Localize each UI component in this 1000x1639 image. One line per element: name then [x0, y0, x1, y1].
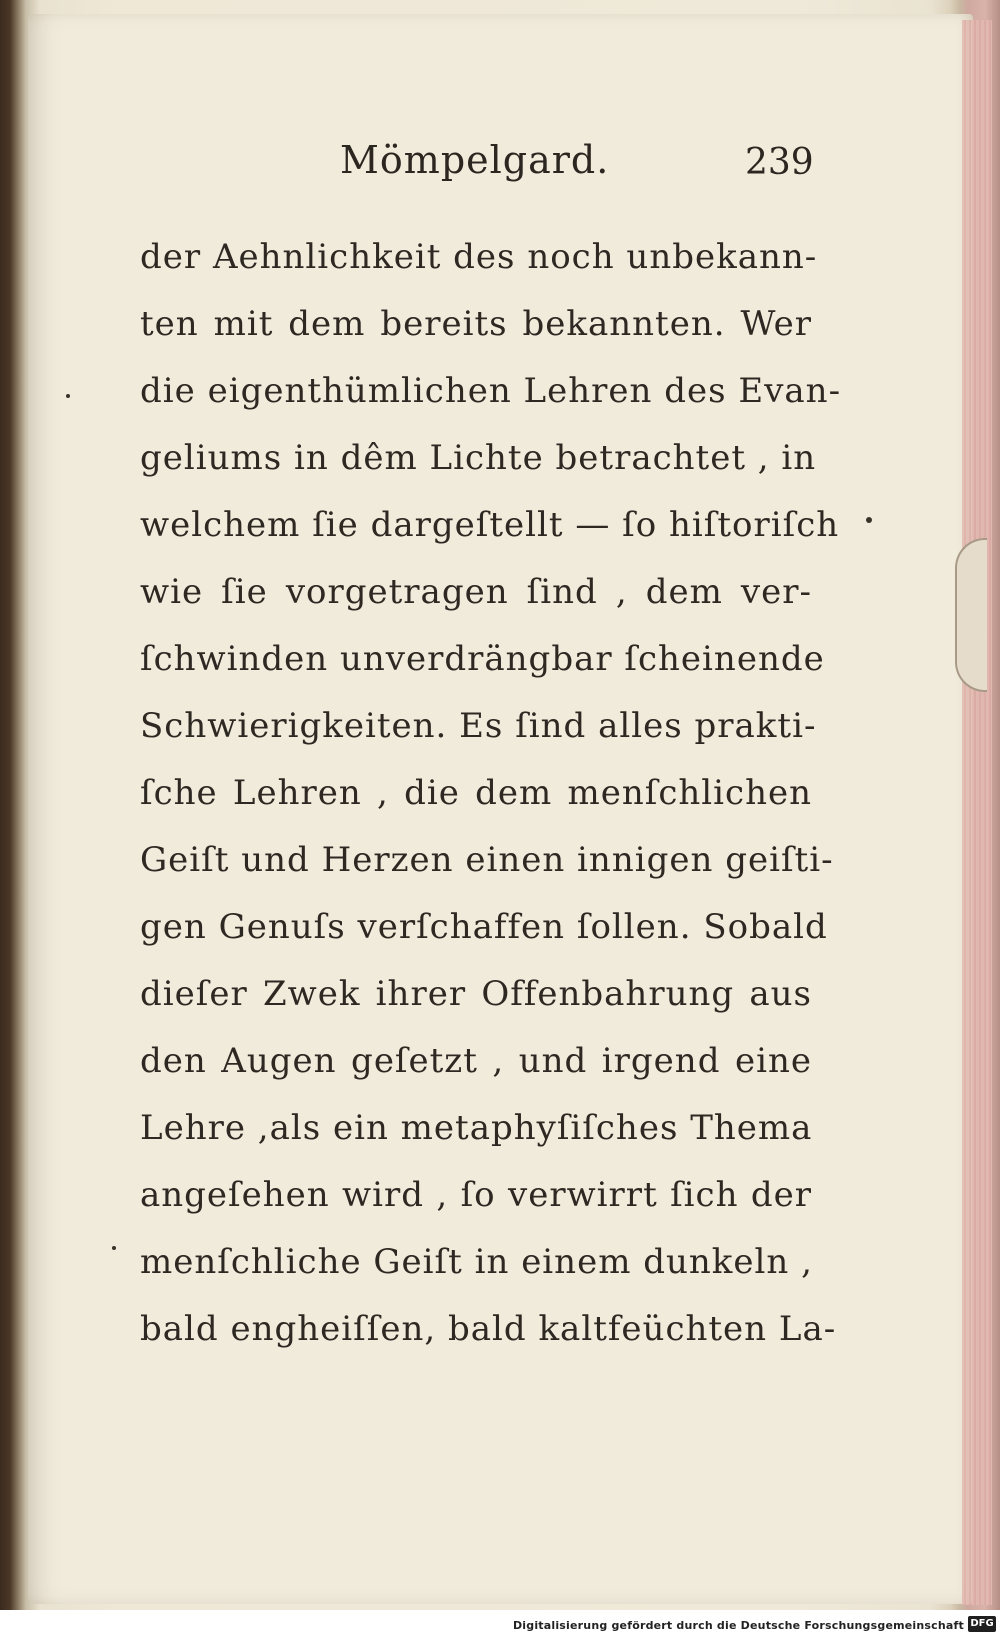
- text-line: ſchwinden unverdrängbar ſcheinende: [140, 639, 825, 679]
- text-line: Schwierigkeiten. Es ſind alles prakti-: [140, 706, 817, 746]
- text-line: menſchliche Geiſt in einem dunkeln ,: [140, 1242, 813, 1282]
- digitization-footer: [0, 1610, 1000, 1639]
- ink-speck: [66, 394, 70, 398]
- page-edges: [962, 20, 992, 1605]
- text-line: geliums in dêm Lichte betrachtet , in: [140, 438, 817, 478]
- thumb-tab-notch: [955, 538, 987, 692]
- page-body-text: [140, 224, 842, 1363]
- text-line: dieſer Zwek ihrer Offenbahrung aus: [140, 974, 812, 1014]
- ink-speck: [866, 517, 872, 523]
- running-head: Mömpelgard.: [340, 138, 610, 182]
- funding-credit: Digitalisierung gefördert durch die Deutsche Forschungsgemeinschaft: [512, 1619, 964, 1632]
- text-line: ten mit dem bereits bekannten. Wer: [140, 304, 812, 344]
- text-line: wie ſie vorgetragen ſind , dem ver-: [140, 572, 812, 612]
- page-number: 239: [745, 142, 814, 183]
- text-line: der Aehnlichkeit des noch unbekann-: [140, 237, 818, 277]
- ink-speck: [112, 1246, 116, 1250]
- text-line: ſche Lehren , die dem menſchlichen: [140, 773, 812, 813]
- dfg-logo: DFG: [968, 1616, 996, 1632]
- text-line: die eigenthümlichen Lehren des Evan-: [140, 371, 842, 411]
- text-line: welchem ſie dargeſtellt — ſo hiſtoriſch: [140, 505, 840, 545]
- page-header: [0, 138, 1000, 198]
- text-line: Lehre ,als ein metaphyſiſches Thema: [140, 1108, 813, 1148]
- text-line: bald engheiſſen, bald kaltfeüchten La-: [140, 1309, 837, 1349]
- text-line: Geiſt und Herzen einen innigen geiſti-: [140, 840, 834, 880]
- text-line: gen Genuſs verſchaffen ſollen. Sobald: [140, 907, 828, 947]
- text-line: den Augen geſetzt , und irgend eine: [140, 1041, 812, 1081]
- text-line: angeſehen wird , ſo verwirrt ſich der: [140, 1175, 812, 1215]
